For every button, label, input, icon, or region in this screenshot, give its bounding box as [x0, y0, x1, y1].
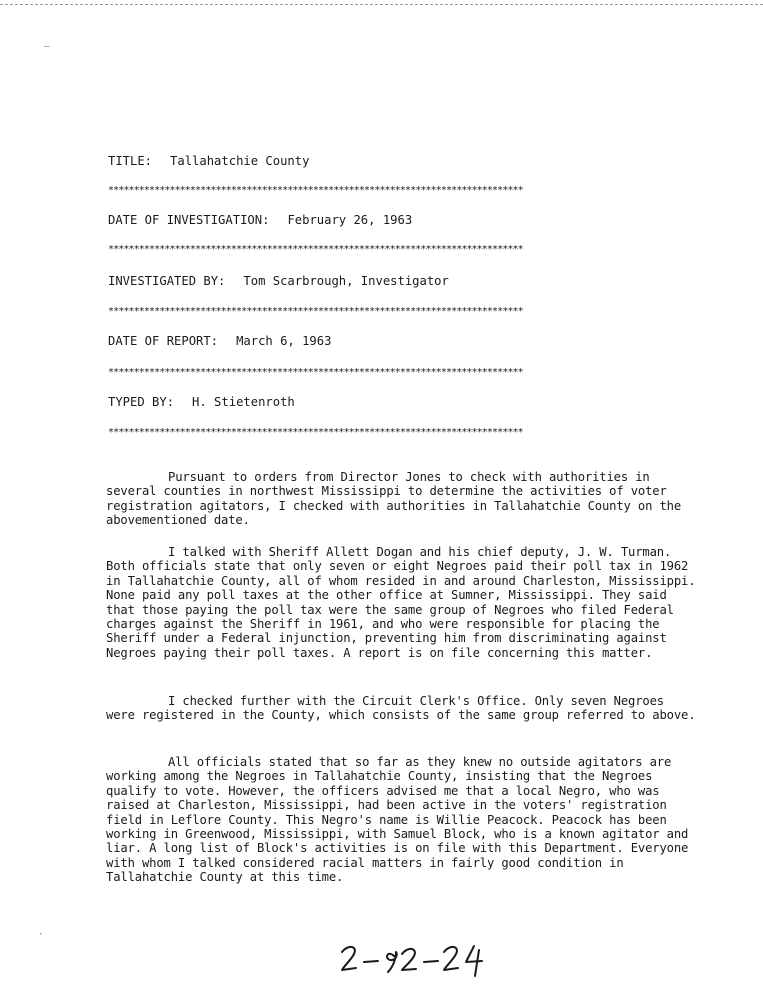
date-of-report-field [108, 334, 331, 348]
date-of-report-value: March 6, 1963 [236, 334, 332, 348]
title-label: TITLE: [108, 154, 153, 168]
title-value: Tallahatchie County [170, 154, 310, 168]
typed-by-field [108, 395, 295, 409]
paragraph-2-text: I talked with Sheriff Allett Dogan and his chief deputy, J. W. Turman. Both officials state that only seven or eight Negroes paid their poll tax in 1962 in Tallahatchie County, all of whom resided in and around Charleston, Mississippi. None paid any poll taxes at the other office at Sumner, Mississippi. They said that those paying the poll tax were the same group of Negroes who filed Federal charges against the Sheriff in 1961, and who were responsible for placing the Sheriff under a Federal injunction, preventing him from discriminating against Negroes paying their poll taxes. A report is on file concerning this matter. [106, 545, 696, 660]
paragraph-1-text: Pursuant to orders from Director Jones to check with authorities in several counties in northwest Mississippi to determine the activities of voter registration agitators, I checked with authorities in Tallahatchie County on the abovementioned date. [106, 470, 681, 528]
date-of-investigation-value: February 26, 1963 [287, 213, 413, 227]
date-of-investigation-label: DATE OF INVESTIGATION: [108, 213, 270, 227]
scan-edge-line [0, 4, 763, 5]
separator-line: ********************************************************************************* [108, 186, 523, 196]
date-of-investigation-field [108, 213, 412, 227]
typed-by-value: H. Stietenroth [192, 395, 295, 409]
investigated-by-value: Tom Scarbrough, Investigator [243, 274, 449, 288]
paragraph-2 [106, 545, 696, 660]
investigated-by-field [108, 274, 449, 288]
date-of-report-label: DATE OF REPORT: [108, 334, 219, 348]
handwritten-file-number [338, 940, 508, 980]
paragraph-4-text: All officials stated that so far as they knew no outside agitators are working among the Negroes in Tallahatchie County, insisting that the Negroes qualify to vote. However, the officers advised me that a local Negro, who was raised at Charleston, Mississippi, had been active in the voters' registration field in Leflore County. This Negro's name is Willie Peacock. Peacock has been working in Greenwood, Mississippi, with Samuel Block, who is a known agitator and liar. A long list of Block's activities is on file with this Department. Everyone with whom I talked considered racial matters in fairly good condition in Tallahatchie County at this time. [106, 755, 689, 885]
scan-speck: – [44, 42, 50, 52]
investigated-by-label: INVESTIGATED BY: [108, 274, 226, 288]
separator-line: ********************************************************************************* [108, 428, 523, 438]
paragraph-1 [106, 470, 696, 528]
scan-speck: · [38, 930, 44, 940]
typed-by-label: TYPED BY: [108, 395, 175, 409]
paragraph-3 [106, 694, 696, 723]
paragraph-4 [106, 755, 696, 885]
separator-line: ********************************************************************************* [108, 307, 523, 317]
separator-line: ********************************************************************************* [108, 245, 523, 255]
paragraph-3-text: I checked further with the Circuit Clerk's Office. Only seven Negroes were registered in the County, which consists of the same group referred to above. [106, 694, 696, 723]
separator-line: ********************************************************************************* [108, 368, 523, 378]
title-field [108, 154, 309, 168]
